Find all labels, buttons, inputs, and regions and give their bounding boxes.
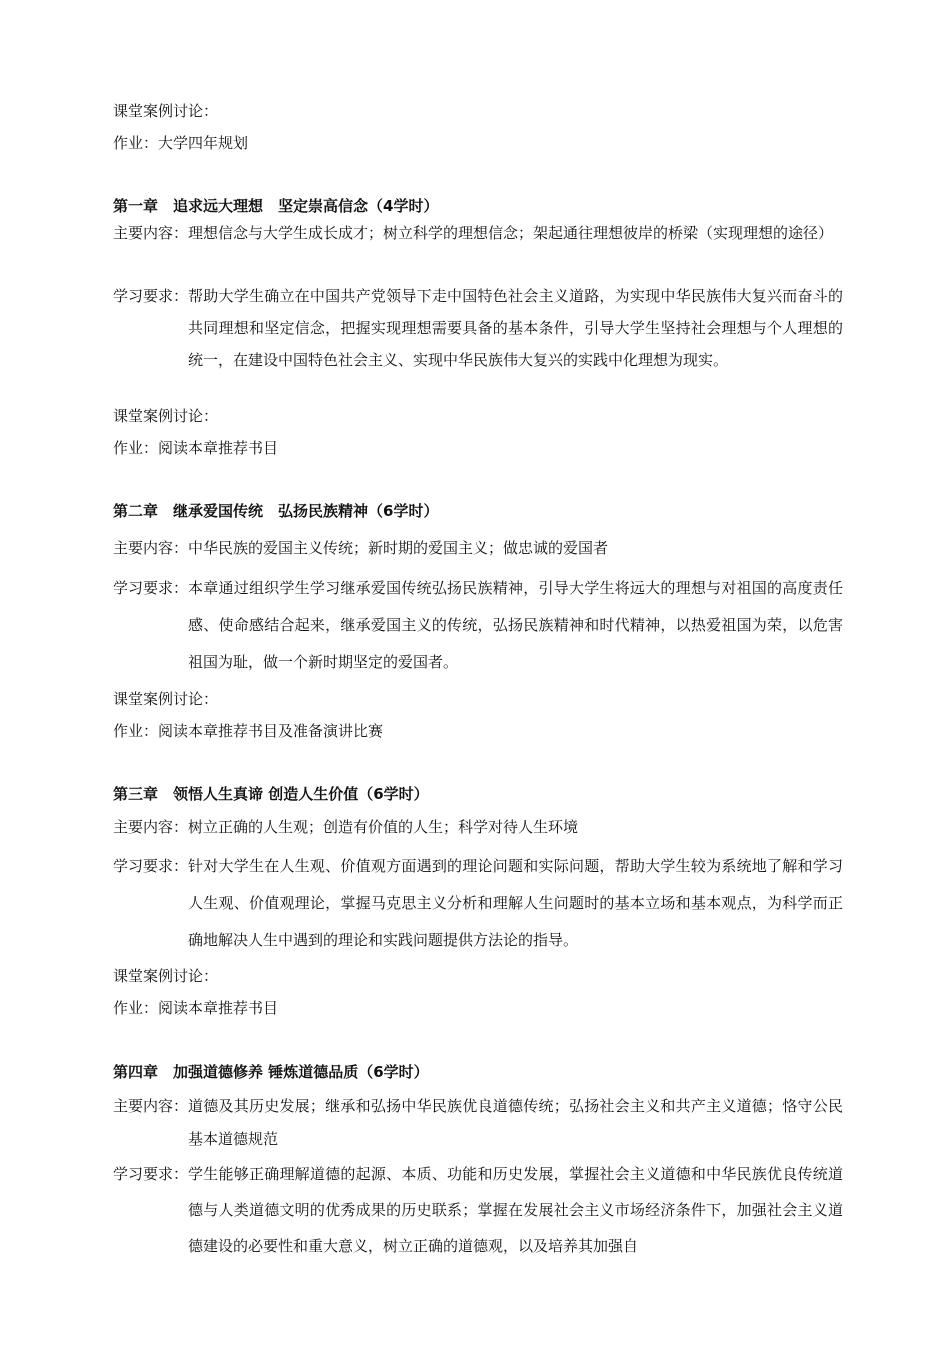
content-label: 主要内容： (113, 1097, 189, 1115)
chapter-2-title: 第二章 继承爱国传统 弘扬民族精神（6学时） (113, 502, 439, 520)
chapter-2-discussion: 课堂案例讨论： (113, 690, 219, 708)
intro-discussion: 课堂案例讨论： (113, 102, 219, 120)
chapter-4-content (113, 1090, 843, 1156)
chapter-3-discussion: 课堂案例讨论： (113, 967, 219, 985)
intro-homework: 作业：大学四年规划 (113, 134, 249, 152)
chapter-3-title: 第三章 领悟人生真谛 创造人生价值（6学时） (113, 785, 429, 803)
chapter-1-content (113, 222, 843, 244)
content-text: 树立正确的人生观；创造有价值的人生；科学对待人生环境 (188, 818, 579, 836)
content-label: 主要内容： (113, 224, 189, 242)
chapter-2-requirements (113, 570, 843, 681)
chapter-1-requirements (113, 280, 843, 376)
content-text: 道德及其历史发展；继承和弘扬中华民族优良道德传统；弘扬社会主义和共产主义道德；恪守公民基本道德规范 (188, 1097, 843, 1148)
req-label: 学习要求： (113, 287, 189, 305)
chapter-2-homework: 作业：阅读本章推荐书目及准备演讲比赛 (113, 722, 384, 740)
req-text: 学生能够正确理解道德的起源、本质、功能和历史发展，掌握社会主义道德和中华民族优良传统道德与人类道德文明的优秀成果的历史联系；掌握在发展社会主义市场经济条件下，加强社会主义道德建设的必要性和重大意义，树立正确的道德观，以及培养其加强自 (188, 1165, 843, 1255)
req-label: 学习要求： (113, 1165, 189, 1183)
req-label: 学习要求： (113, 857, 189, 875)
content-text: 中华民族的爱国主义传统；新时期的爱国主义；做忠诚的爱国者 (188, 539, 609, 557)
content-text: 理想信念与大学生成长成才；树立科学的理想信念；架起通往理想彼岸的桥梁（实现理想的途径） (188, 224, 834, 242)
chapter-1-discussion: 课堂案例讨论： (113, 407, 219, 425)
req-label: 学习要求： (113, 579, 189, 597)
req-text: 针对大学生在人生观、价值观方面遇到的理论问题和实际问题，帮助大学生较为系统地了解和学习人生观、价值观理论，掌握马克思主义分析和理解人生问题时的基本立场和基本观点，为科学而正确地解决人生中遇到的理论和实践问题提供方法论的指导。 (188, 857, 843, 949)
chapter-1-homework: 作业：阅读本章推荐书目 (113, 439, 279, 457)
chapter-4-requirements (113, 1156, 843, 1264)
req-text: 帮助大学生确立在中国共产党领导下走中国特色社会主义道路，为实现中华民族伟大复兴而奋斗的共同理想和坚定信念，把握实现理想需要具备的基本条件，引导大学生坚持社会理想与个人理想的统一，在建设中国特色社会主义、实现中华民族伟大复兴的实践中化理想为现实。 (188, 287, 843, 369)
req-text: 本章通过组织学生学习继承爱国传统弘扬民族精神，引导大学生将远大的理想与对祖国的高度责任感、使命感结合起来，继承爱国主义的传统，弘扬民族精神和时代精神，以热爱祖国为荣，以危害祖国为耻，做一个新时期坚定的爱国者。 (188, 579, 843, 671)
chapter-3-content (113, 820, 578, 835)
chapter-1-title: 第一章 追求远大理想 坚定崇高信念（4学时） (113, 197, 439, 215)
chapter-4-title: 第四章 加强道德修养 锤炼道德品质（6学时） (113, 1063, 429, 1081)
chapter-2-content (113, 541, 608, 556)
content-label: 主要内容： (113, 818, 189, 836)
chapter-3-homework: 作业：阅读本章推荐书目 (113, 999, 279, 1017)
chapter-3-requirements (113, 848, 843, 959)
content-label: 主要内容： (113, 539, 189, 557)
